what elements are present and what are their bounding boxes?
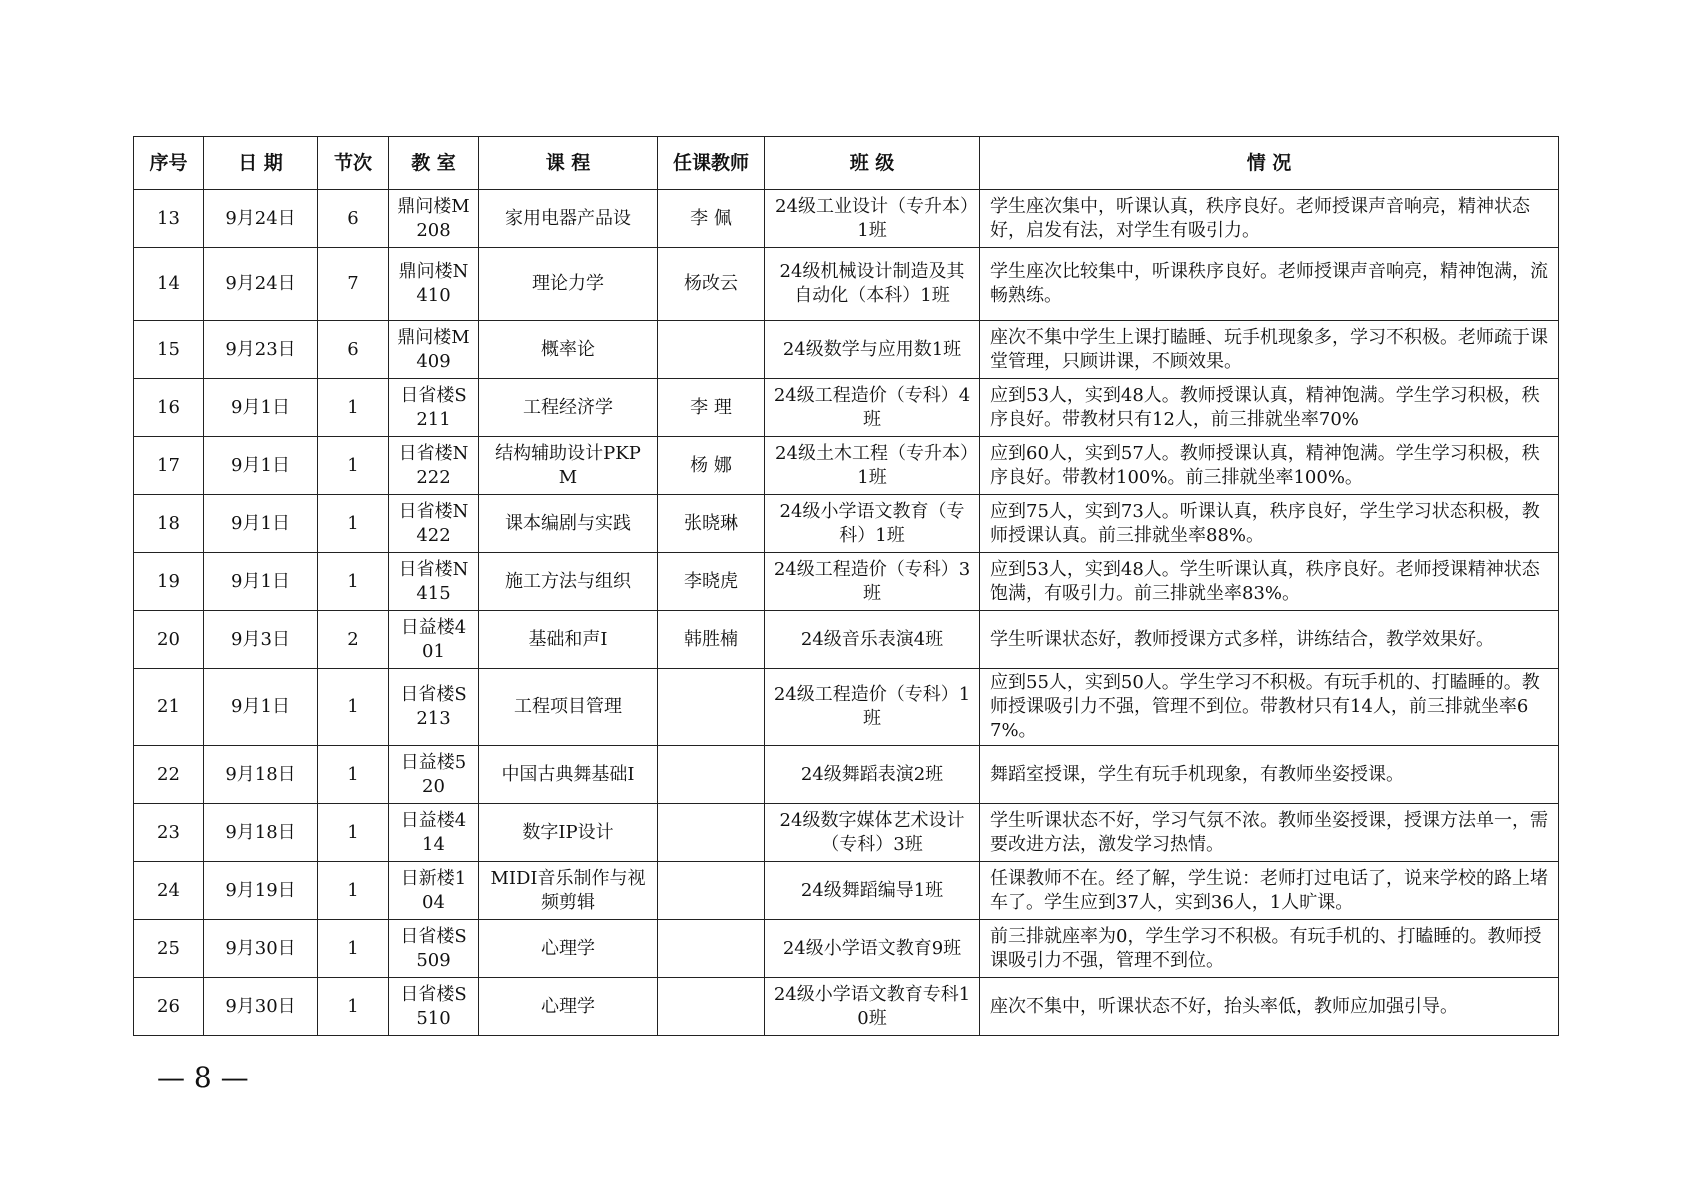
cell-situation: 学生听课状态好，教师授课方式多样，讲练结合，教学效果好。 — [980, 611, 1559, 669]
header-teacher: 任课教师 — [658, 137, 765, 190]
cell-date: 9月1日 — [204, 669, 318, 746]
cell-class: 24级工程造价（专科）3班 — [765, 553, 980, 611]
cell-class: 24级工程造价（专科）4班 — [765, 379, 980, 437]
cell-course: 结构辅助设计PKPM — [479, 437, 658, 495]
cell-period: 1 — [318, 862, 389, 920]
cell-situation: 应到53人，实到48人。教师授课认真，精神饱满。学生学习积极，秩序良好。带教材只有12人，前三排就坐率70% — [980, 379, 1559, 437]
cell-period: 7 — [318, 248, 389, 321]
cell-class: 24级工业设计（专升本）1班 — [765, 190, 980, 248]
cell-teacher — [658, 669, 765, 746]
cell-course: 心理学 — [479, 978, 658, 1036]
table-row — [134, 978, 1559, 1036]
cell-room: 日省楼S211 — [389, 379, 479, 437]
cell-class: 24级数字媒体艺术设计（专科）3班 — [765, 804, 980, 862]
cell-class: 24级小学语文教育（专科）1班 — [765, 495, 980, 553]
cell-situation: 应到55人，实到50人。学生学习不积极。有玩手机的、打瞌睡的。教师授课吸引力不强，管理不到位。带教材只有14人，前三排就坐率67%。 — [980, 669, 1559, 746]
cell-class: 24级小学语文教育9班 — [765, 920, 980, 978]
cell-room: 日益楼414 — [389, 804, 479, 862]
header-no: 序号 — [134, 137, 204, 190]
cell-period: 1 — [318, 669, 389, 746]
cell-situation: 座次不集中，听课状态不好，抬头率低，教师应加强引导。 — [980, 978, 1559, 1036]
cell-situation: 应到53人，实到48人。学生听课认真，秩序良好。老师授课精神状态饱满，有吸引力。前三排就坐率83%。 — [980, 553, 1559, 611]
cell-date: 9月1日 — [204, 553, 318, 611]
cell-teacher — [658, 978, 765, 1036]
table-row — [134, 437, 1559, 495]
cell-room: 日益楼401 — [389, 611, 479, 669]
cell-period: 1 — [318, 553, 389, 611]
table-row — [134, 248, 1559, 321]
table-row — [134, 321, 1559, 379]
cell-room: 日省楼N415 — [389, 553, 479, 611]
cell-no: 18 — [134, 495, 204, 553]
cell-period: 1 — [318, 746, 389, 804]
cell-course: 工程项目管理 — [479, 669, 658, 746]
cell-teacher: 李 佩 — [658, 190, 765, 248]
cell-situation: 学生座次比较集中，听课秩序良好。老师授课声音响亮，精神饱满，流畅熟练。 — [980, 248, 1559, 321]
cell-class: 24级机械设计制造及其自动化（本科）1班 — [765, 248, 980, 321]
cell-period: 1 — [318, 920, 389, 978]
cell-course: 心理学 — [479, 920, 658, 978]
cell-course: 理论力学 — [479, 248, 658, 321]
cell-period: 6 — [318, 190, 389, 248]
cell-class: 24级音乐表演4班 — [765, 611, 980, 669]
table-row — [134, 746, 1559, 804]
cell-class: 24级舞蹈编导1班 — [765, 862, 980, 920]
header-date: 日 期 — [204, 137, 318, 190]
cell-teacher: 李 理 — [658, 379, 765, 437]
cell-class: 24级工程造价（专科）1班 — [765, 669, 980, 746]
cell-room: 鼎问楼N410 — [389, 248, 479, 321]
cell-course: 工程经济学 — [479, 379, 658, 437]
table-row — [134, 190, 1559, 248]
cell-no: 14 — [134, 248, 204, 321]
cell-course: 家用电器产品设 — [479, 190, 658, 248]
cell-course: 中国古典舞基础Ⅰ — [479, 746, 658, 804]
cell-situation: 舞蹈室授课，学生有玩手机现象，有教师坐姿授课。 — [980, 746, 1559, 804]
inspection-table — [133, 136, 1559, 1036]
cell-teacher: 张晓琳 — [658, 495, 765, 553]
cell-teacher: 杨改云 — [658, 248, 765, 321]
page-number: — 8 — — [157, 1061, 249, 1094]
cell-date: 9月1日 — [204, 495, 318, 553]
cell-class: 24级小学语文教育专科10班 — [765, 978, 980, 1036]
table-row — [134, 920, 1559, 978]
cell-no: 25 — [134, 920, 204, 978]
cell-situation: 学生听课状态不好，学习气氛不浓。教师坐姿授课，授课方法单一，需要改进方法，激发学习热情。 — [980, 804, 1559, 862]
cell-no: 20 — [134, 611, 204, 669]
cell-class: 24级数学与应用数1班 — [765, 321, 980, 379]
cell-no: 26 — [134, 978, 204, 1036]
cell-date: 9月1日 — [204, 437, 318, 495]
cell-teacher — [658, 746, 765, 804]
cell-teacher — [658, 804, 765, 862]
cell-situation: 座次不集中学生上课打瞌睡、玩手机现象多，学习不积极。老师疏于课堂管理，只顾讲课，不顾效果。 — [980, 321, 1559, 379]
cell-teacher: 李晓虎 — [658, 553, 765, 611]
cell-room: 日省楼N422 — [389, 495, 479, 553]
cell-teacher — [658, 920, 765, 978]
cell-course: 课本编剧与实践 — [479, 495, 658, 553]
cell-no: 15 — [134, 321, 204, 379]
cell-date: 9月18日 — [204, 746, 318, 804]
cell-period: 6 — [318, 321, 389, 379]
header-course: 课 程 — [479, 137, 658, 190]
cell-period: 1 — [318, 804, 389, 862]
cell-course: 基础和声Ⅰ — [479, 611, 658, 669]
cell-situation: 应到60人，实到57人。教师授课认真，精神饱满。学生学习积极，秩序良好。带教材100%。前三排就坐率100%。 — [980, 437, 1559, 495]
cell-teacher — [658, 321, 765, 379]
cell-period: 1 — [318, 495, 389, 553]
cell-situation: 前三排就座率为0，学生学习不积极。有玩手机的、打瞌睡的。教师授课吸引力不强，管理不到位。 — [980, 920, 1559, 978]
cell-no: 22 — [134, 746, 204, 804]
cell-date: 9月24日 — [204, 190, 318, 248]
cell-no: 23 — [134, 804, 204, 862]
cell-teacher — [658, 862, 765, 920]
cell-situation: 学生座次集中，听课认真，秩序良好。老师授课声音响亮，精神状态好，启发有法，对学生有吸引力。 — [980, 190, 1559, 248]
cell-period: 1 — [318, 379, 389, 437]
table-row — [134, 495, 1559, 553]
table-row — [134, 862, 1559, 920]
cell-class: 24级舞蹈表演2班 — [765, 746, 980, 804]
cell-period: 1 — [318, 437, 389, 495]
table-row — [134, 669, 1559, 746]
cell-no: 13 — [134, 190, 204, 248]
cell-course: 概率论 — [479, 321, 658, 379]
cell-date: 9月23日 — [204, 321, 318, 379]
cell-class: 24级土木工程（专升本）1班 — [765, 437, 980, 495]
cell-room: 日新楼104 — [389, 862, 479, 920]
table-row — [134, 379, 1559, 437]
cell-date: 9月24日 — [204, 248, 318, 321]
cell-no: 24 — [134, 862, 204, 920]
cell-date: 9月1日 — [204, 379, 318, 437]
cell-room: 鼎问楼M409 — [389, 321, 479, 379]
cell-period: 1 — [318, 978, 389, 1036]
cell-no: 16 — [134, 379, 204, 437]
cell-date: 9月30日 — [204, 920, 318, 978]
cell-date: 9月19日 — [204, 862, 318, 920]
table-row — [134, 611, 1559, 669]
table-header-row — [134, 137, 1559, 190]
header-period: 节次 — [318, 137, 389, 190]
cell-no: 19 — [134, 553, 204, 611]
cell-teacher: 韩胜楠 — [658, 611, 765, 669]
cell-room: 日省楼S213 — [389, 669, 479, 746]
cell-teacher: 杨 娜 — [658, 437, 765, 495]
table-row — [134, 553, 1559, 611]
cell-date: 9月3日 — [204, 611, 318, 669]
header-class: 班 级 — [765, 137, 980, 190]
table-body — [134, 190, 1559, 1036]
cell-course: MIDI音乐制作与视频剪辑 — [479, 862, 658, 920]
header-room: 教 室 — [389, 137, 479, 190]
header-situation: 情 况 — [980, 137, 1559, 190]
cell-room: 日省楼S509 — [389, 920, 479, 978]
cell-course: 数字IP设计 — [479, 804, 658, 862]
cell-room: 日省楼S510 — [389, 978, 479, 1036]
cell-course: 施工方法与组织 — [479, 553, 658, 611]
cell-date: 9月18日 — [204, 804, 318, 862]
cell-room: 日益楼520 — [389, 746, 479, 804]
cell-situation: 任课教师不在。经了解，学生说：老师打过电话了，说来学校的路上堵车了。学生应到37人，实到36人，1人旷课。 — [980, 862, 1559, 920]
table-row — [134, 804, 1559, 862]
cell-no: 17 — [134, 437, 204, 495]
cell-period: 2 — [318, 611, 389, 669]
cell-situation: 应到75人，实到73人。听课认真，秩序良好，学生学习状态积极，教师授课认真。前三排就坐率88%。 — [980, 495, 1559, 553]
cell-date: 9月30日 — [204, 978, 318, 1036]
cell-no: 21 — [134, 669, 204, 746]
cell-room: 鼎问楼M208 — [389, 190, 479, 248]
cell-room: 日省楼N222 — [389, 437, 479, 495]
